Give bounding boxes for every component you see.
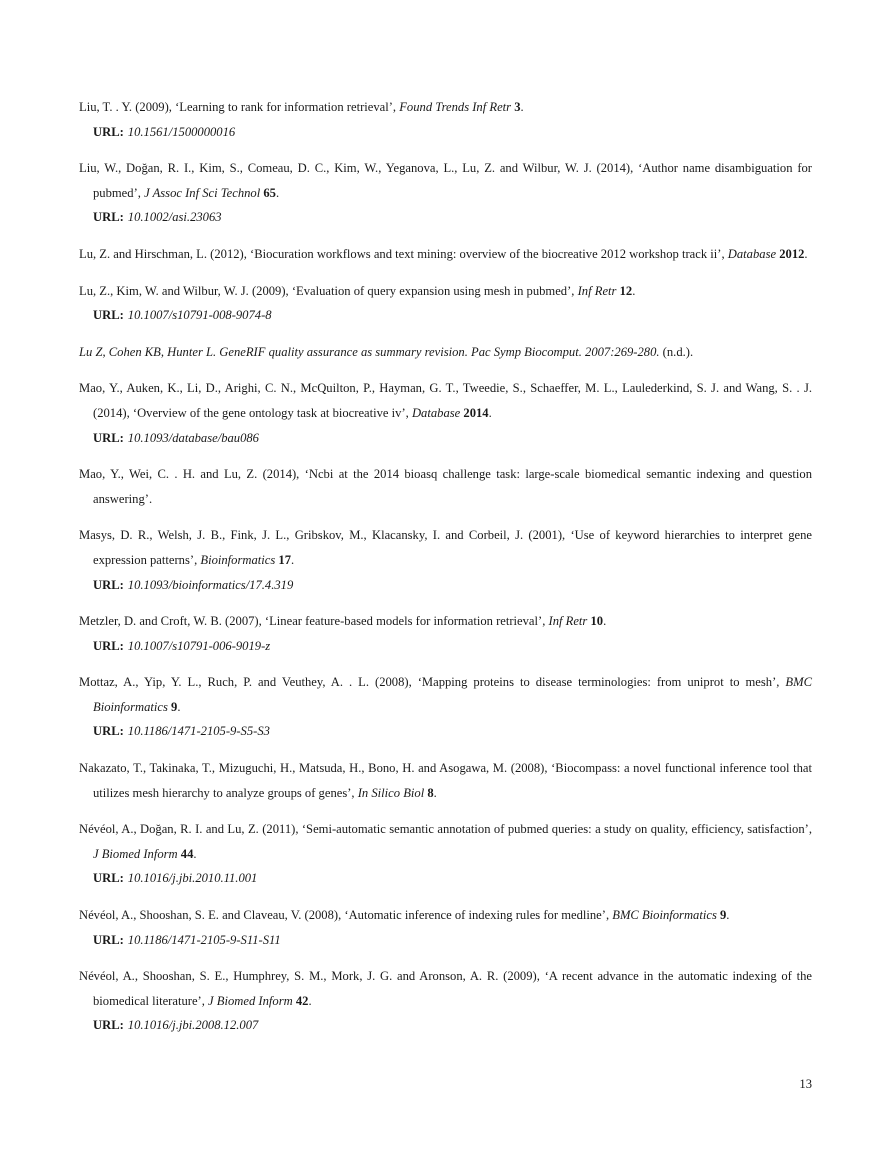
- reference-volume: 8: [427, 785, 434, 800]
- url-label: URL:: [93, 124, 124, 139]
- reference-url-line: [93, 426, 812, 451]
- reference-url-line: [93, 1013, 812, 1038]
- reference-body: [79, 381, 812, 420]
- reference-text: Mao, Y., Auken, K., Li, D., Arighi, C. N., McQuilton, P., Hayman, G. T., Tweedie, S., Schaeffer, M. L., Laulederkind, S. J. and Wang, S. . J. (2014), ‘Overview of the gene ontology task at biocreative iv’,: [79, 381, 812, 420]
- reference-url-link[interactable]: 10.1007/s10791-006-9019-z: [127, 638, 271, 653]
- reference-entry: [79, 817, 812, 891]
- reference-entry: [79, 340, 812, 365]
- reference-entry: [79, 242, 812, 267]
- reference-entry: [79, 95, 812, 144]
- reference-entry: [79, 156, 812, 230]
- reference-journal: Database: [727, 246, 777, 261]
- reference-text: Masys, D. R., Welsh, J. B., Fink, J. L., Gribskov, M., Klacansky, I. and Corbeil, J. (2001), ‘Use of keyword hierarchies to interpret gene expression patterns’,: [79, 528, 812, 567]
- reference-text-end: .: [177, 699, 181, 714]
- reference-volume: 9: [720, 908, 727, 923]
- reference-volume: 12: [619, 283, 633, 298]
- reference-text: Lu, Z. and Hirschman, L. (2012), ‘Biocuration workflows and text mining: overview of the biocreative 2012 workshop track ii’,: [79, 246, 728, 261]
- reference-text: Liu, T. . Y. (2009), ‘Learning to rank for information retrieval’,: [79, 100, 400, 114]
- reference-text-end: .: [308, 993, 312, 1008]
- reference-url-line: [93, 866, 812, 891]
- reference-url-line: [93, 719, 812, 744]
- reference-list: [79, 95, 812, 1050]
- reference-text: Névéol, A., Doğan, R. I. and Lu, Z. (2011), ‘Semi-automatic semantic annotation of pubmed queries: a study on quality, efficiency, satisfaction’,: [79, 822, 812, 837]
- reference-entry: [79, 756, 812, 805]
- reference-text: Mao, Y., Wei, C. . H. and Lu, Z. (2014), ‘Ncbi at the 2014 bioasq challenge task: large-scale biomedical semantic indexing and question answering’.: [79, 467, 812, 506]
- reference-text-end: .: [291, 552, 295, 567]
- reference-body: [79, 161, 812, 200]
- reference-body: [79, 100, 524, 114]
- url-label: URL:: [93, 430, 124, 445]
- reference-journal: J Assoc Inf Sci Technol: [144, 185, 261, 200]
- reference-text: Mottaz, A., Yip, Y. L., Ruch, P. and Veuthey, A. . L. (2008), ‘Mapping proteins to disease terminologies: from uniprot to mesh’,: [79, 675, 786, 690]
- reference-text-end: .: [433, 785, 437, 800]
- reference-body: [79, 467, 812, 506]
- reference-entry: [79, 462, 812, 511]
- reference-text: Névéol, A., Shooshan, S. E., Humphrey, S. M., Mork, J. G. and Aronson, A. R. (2009), ‘A recent advance in the automatic indexing of the biomedical literature’,: [79, 969, 812, 1008]
- reference-volume: 42: [295, 993, 309, 1008]
- reference-journal: Bioinformatics: [200, 552, 276, 567]
- reference-volume: 2012: [779, 246, 805, 261]
- reference-journal: BMC Bioinformatics: [612, 908, 717, 923]
- url-label: URL:: [93, 871, 124, 886]
- reference-url-line: [93, 634, 812, 659]
- reference-url-line: [93, 573, 812, 598]
- url-label: URL:: [93, 577, 124, 592]
- reference-volume: 2014: [463, 405, 489, 420]
- reference-text: Névéol, A., Shooshan, S. E. and Claveau, V. (2008), ‘Automatic inference of indexing rules for medline’,: [79, 908, 613, 923]
- url-label: URL:: [93, 638, 124, 653]
- reference-url-link[interactable]: 10.1186/1471-2105-9-S11-S11: [127, 932, 281, 947]
- reference-text-end: .: [275, 185, 280, 200]
- url-label: URL:: [93, 308, 124, 323]
- reference-entry: [79, 903, 812, 952]
- reference-body: [79, 908, 729, 922]
- reference-text: Lu, Z., Kim, W. and Wilbur, W. J. (2009), ‘Evaluation of query expansion using mesh in pubmed’,: [79, 283, 578, 298]
- reference-journal: Inf Retr: [577, 283, 617, 298]
- reference-text-end: .: [520, 100, 524, 114]
- reference-entry: [79, 279, 812, 328]
- reference-text-end: .: [804, 246, 808, 261]
- reference-volume: 65: [263, 185, 276, 200]
- reference-body: [79, 761, 812, 800]
- reference-url-link[interactable]: 10.1186/1471-2105-9-S5-S3: [127, 724, 270, 739]
- reference-text: Metzler, D. and Croft, W. B. (2007), ‘Linear feature-based models for information retrieval’,: [79, 614, 549, 629]
- reference-journal: Inf Retr: [548, 614, 588, 629]
- reference-text-end: .: [632, 283, 636, 298]
- reference-text-end: .: [726, 908, 730, 923]
- reference-volume: 10: [590, 614, 604, 629]
- reference-volume: 3: [514, 100, 521, 114]
- reference-journal: In Silico Biol: [357, 785, 425, 800]
- reference-journal: BMC Bioinformatics: [93, 675, 812, 714]
- reference-body: [79, 969, 812, 1008]
- reference-body: [79, 247, 808, 261]
- reference-url-link[interactable]: 10.1093/bioinformatics/17.4.319: [127, 577, 294, 592]
- reference-journal: Database: [411, 405, 461, 420]
- reference-body: [79, 528, 812, 567]
- reference-body: [79, 822, 812, 861]
- reference-volume: 17: [278, 552, 291, 567]
- reference-url-link[interactable]: 10.1016/j.jbi.2008.12.007: [127, 1018, 259, 1033]
- reference-body: [79, 614, 606, 628]
- reference-url-line: [93, 205, 812, 230]
- reference-volume: 9: [171, 699, 178, 714]
- reference-body: [79, 675, 812, 714]
- reference-text-end: .: [603, 614, 607, 629]
- url-label: URL:: [93, 932, 124, 947]
- reference-url-link[interactable]: 10.1007/s10791-008-9074-8: [127, 308, 272, 323]
- page-number: 13: [799, 1077, 812, 1091]
- reference-journal: J Biomed Inform: [208, 993, 293, 1008]
- reference-url-link[interactable]: 10.1561/1500000016: [127, 124, 236, 139]
- reference-journal: J Biomed Inform: [93, 846, 178, 861]
- reference-url-link[interactable]: 10.1093/database/bau086: [127, 430, 259, 445]
- reference-text-end: .: [488, 405, 492, 420]
- reference-entry: [79, 670, 812, 744]
- reference-entry: [79, 964, 812, 1038]
- reference-url-link[interactable]: 10.1002/asi.23063: [127, 210, 222, 225]
- reference-url-line: [93, 928, 812, 953]
- reference-body: [79, 345, 693, 359]
- reference-url-link[interactable]: 10.1016/j.jbi.2010.11.001: [127, 871, 258, 886]
- reference-text: Nakazato, T., Takinaka, T., Mizuguchi, H., Matsuda, H., Bono, H. and Asogawa, M. (2008), ‘Biocompass: a novel functional inference tool that utilizes mesh hierarchy to analyze groups of genes’,: [79, 761, 812, 800]
- reference-text-end: .: [193, 846, 197, 861]
- reference-entry: [79, 523, 812, 597]
- reference-entry: [79, 376, 812, 450]
- reference-entry: [79, 609, 812, 658]
- reference-text: Liu, W., Doğan, R. I., Kim, S., Comeau, D. C., Kim, W., Yeganova, L., Lu, Z. and Wilbur, W. J. (2014), ‘Author name disambiguation for pubmed’,: [79, 161, 812, 200]
- reference-volume: 44: [180, 846, 194, 861]
- reference-journal: Lu Z, Cohen KB, Hunter L. GeneRIF quality assurance as summary revision. Pac Symp Biocomput. 2007:269-280.: [79, 344, 660, 359]
- reference-journal: Found Trends Inf Retr: [399, 100, 512, 114]
- reference-url-line: [93, 303, 812, 328]
- reference-body: [79, 284, 635, 298]
- reference-url-line: [93, 120, 812, 145]
- url-label: URL:: [93, 1018, 124, 1033]
- url-label: URL:: [93, 724, 124, 739]
- url-label: URL:: [93, 210, 124, 225]
- reference-text-end: (n.d.).: [659, 344, 694, 359]
